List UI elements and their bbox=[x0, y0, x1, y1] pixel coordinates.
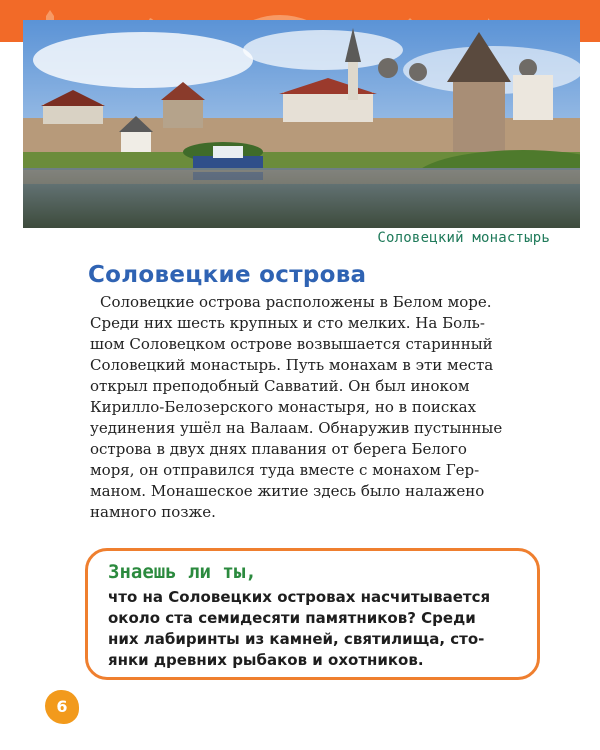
fact-text bbox=[108, 587, 528, 671]
body-line: шом Соловецком острове возвышается старинный bbox=[90, 335, 493, 353]
body-line: Среди них шесть крупных и сто мелких. На Боль- bbox=[90, 314, 485, 332]
body-line: уединения ушёл на Валаам. Обнаружив пустынные bbox=[90, 419, 503, 437]
fact-line: них лабиринты из камней, святилища, сто- bbox=[108, 630, 485, 648]
monastery-photo bbox=[23, 20, 580, 228]
body-line: Соловецкие острова расположены в Белом море. bbox=[100, 293, 492, 311]
fact-title: Знаешь ли ты, bbox=[108, 561, 257, 583]
body-line: Соловецкий монастырь. Путь монахам в эти места bbox=[90, 356, 494, 374]
page-number-badge bbox=[45, 690, 79, 724]
fact-line: около ста семидесяти памятников? Среди bbox=[108, 609, 476, 627]
section-title: Соловецкие острова bbox=[88, 262, 367, 288]
page-number: 6 bbox=[56, 697, 68, 716]
body-line: моря, он отправился туда вместе с монахом Гер- bbox=[90, 461, 480, 479]
body-line: открыл преподобный Савватий. Он был иноком bbox=[90, 377, 470, 395]
fact-line: янки древних рыбаков и охотников. bbox=[108, 651, 424, 669]
body-line: острова в двух днях плавания от берега Белого bbox=[90, 440, 467, 458]
body-line: Кирилло-Белозерского монастыря, но в поисках bbox=[90, 398, 477, 416]
article-body bbox=[90, 292, 545, 523]
fact-line: что на Соловецких островах насчитывается bbox=[108, 588, 491, 606]
photo-caption: Соловецкий монастырь bbox=[377, 230, 550, 246]
body-line: намного позже. bbox=[90, 503, 216, 521]
did-you-know-box bbox=[85, 548, 540, 680]
body-line: маном. Монашеское житие здесь было налажено bbox=[90, 482, 485, 500]
